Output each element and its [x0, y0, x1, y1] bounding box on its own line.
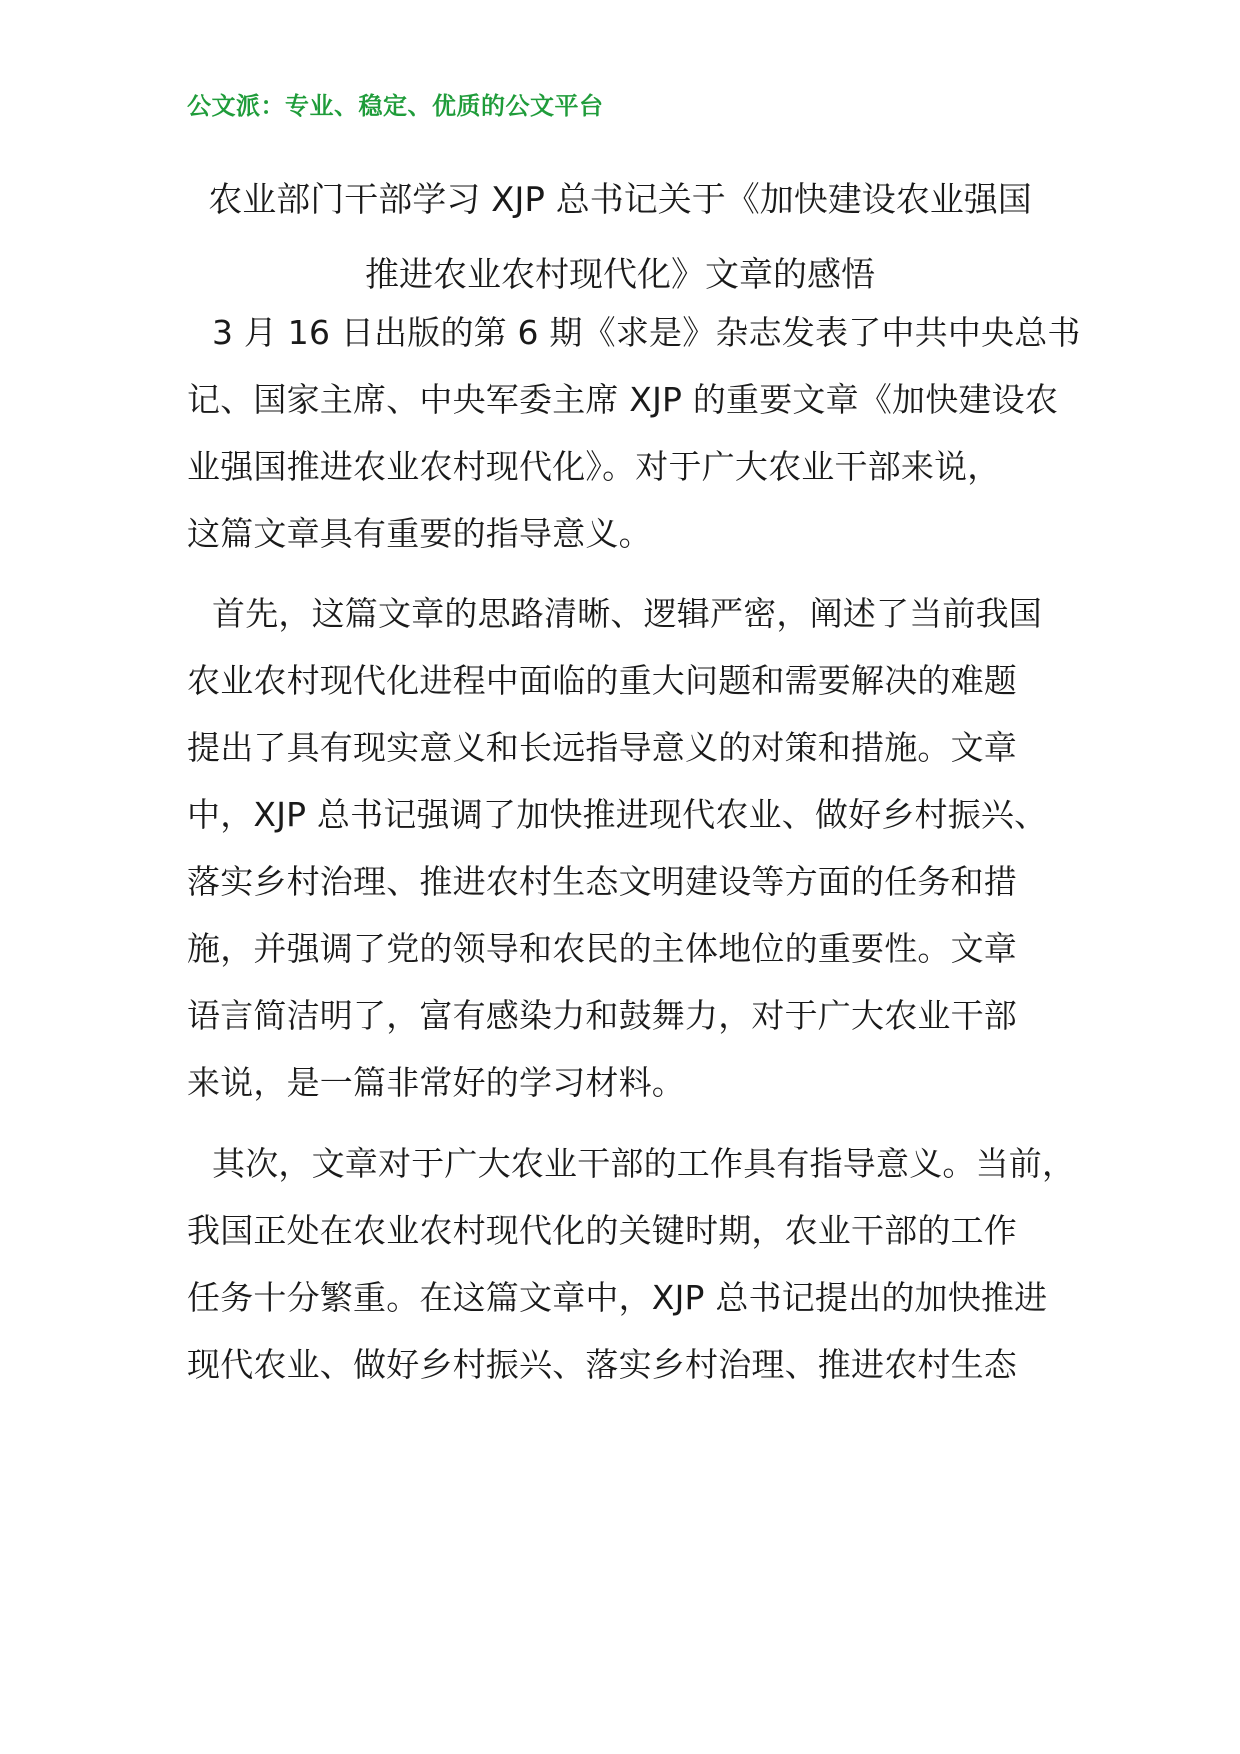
paragraph-2-line-1: 首先，这篇文章的思路清晰、逻辑严密，阐述了当前我国 — [212, 594, 1042, 633]
document-title-line-2: 推进农业农村现代化》文章的感悟 — [365, 255, 875, 295]
paragraph-3-line-4: 现代农业、做好乡村振兴、落实乡村治理、推进农村生态 — [187, 1345, 1017, 1384]
paragraph-1-line-3: 业强国推进农业农村现代化》。对于广大农业干部来说， — [187, 447, 1001, 486]
paragraph-2-line-3: 提出了具有现实意义和长远指导意义的对策和措施。文章 — [187, 728, 1017, 767]
brand-header: 公文派：专业、稳定、优质的公文平台 — [187, 92, 604, 120]
paragraph-2-line-8: 来说，是一篇非常好的学习材料。 — [187, 1063, 685, 1102]
paragraph-1-line-4: 这篇文章具有重要的指导意义。 — [187, 514, 652, 553]
paragraph-1-line-1: 3 月 16 日出版的第 6 期《求是》杂志发表了中共中央总书 — [212, 313, 1081, 352]
paragraph-1-line-2: 记、国家主席、中央军委主席 XJP 的重要文章《加快建设农 — [187, 380, 1059, 419]
paragraph-3-line-3: 任务十分繁重。在这篇文章中，XJP 总书记提出的加快推进 — [187, 1278, 1048, 1317]
paragraph-2-line-4: 中，XJP 总书记强调了加快推进现代农业、做好乡村振兴、 — [187, 795, 1048, 834]
paragraph-2-line-7: 语言简洁明了，富有感染力和鼓舞力，对于广大农业干部 — [187, 996, 1017, 1035]
paragraph-2-line-2: 农业农村现代化进程中面临的重大问题和需要解决的难题 — [187, 661, 1017, 700]
paragraph-3-line-1: 其次，文章对于广大农业干部的工作具有指导意义。当前， — [212, 1144, 1076, 1183]
paragraph-2-line-6: 施，并强调了党的领导和农民的主体地位的重要性。文章 — [187, 929, 1017, 968]
document-title-line-1: 农业部门干部学习 XJP 总书记关于《加快建设农业强国 — [208, 180, 1032, 220]
paragraph-3-line-2: 我国正处在农业农村现代化的关键时期，农业干部的工作 — [187, 1211, 1017, 1250]
paragraph-2-line-5: 落实乡村治理、推进农村生态文明建设等方面的任务和措 — [187, 862, 1017, 901]
